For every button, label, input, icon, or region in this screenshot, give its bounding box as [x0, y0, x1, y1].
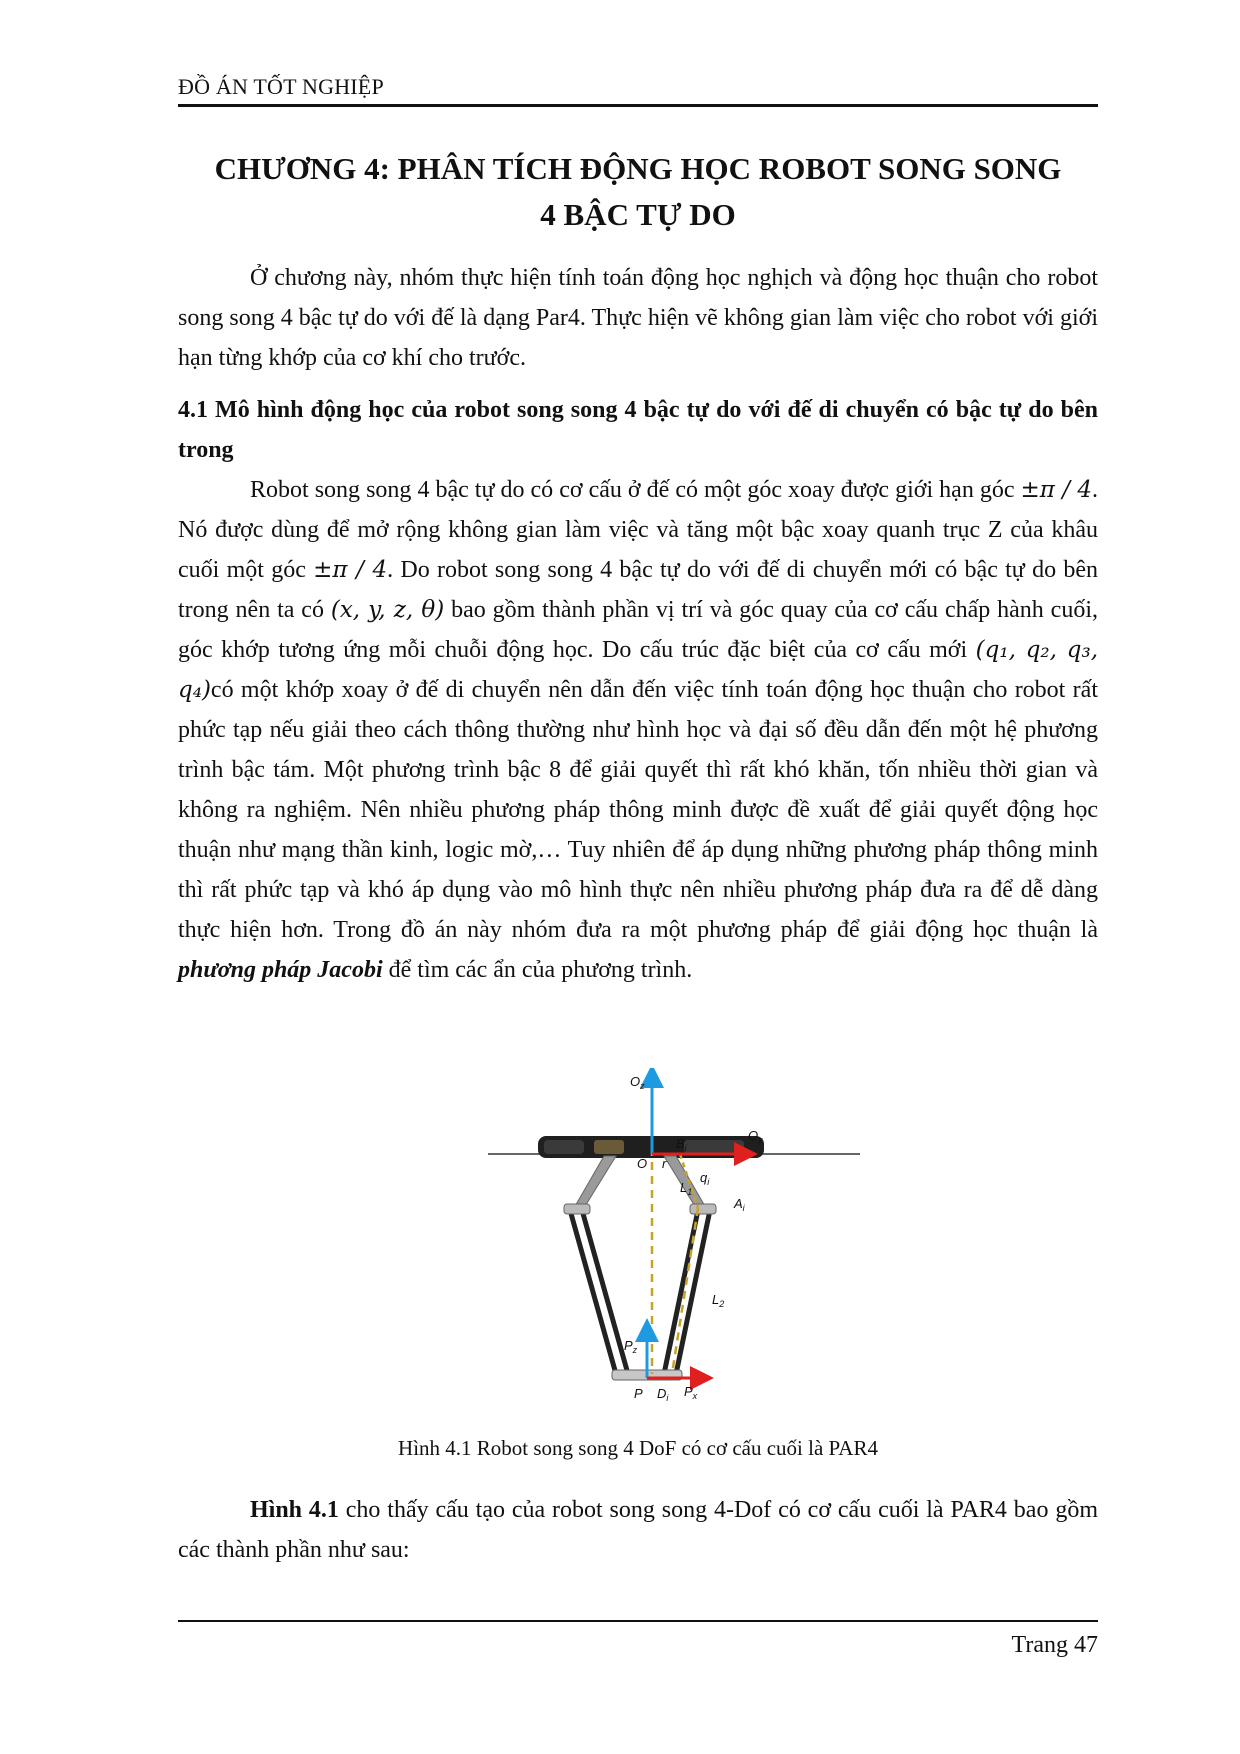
- label-p: P: [634, 1386, 643, 1401]
- header-rule: [178, 104, 1098, 107]
- label-oz: $O_z$: [630, 1074, 645, 1091]
- math-q-vector: (q₁, q₂, q₃, q₄): [178, 637, 1099, 703]
- body-text-3: . Do robot song song 4 bậc tự do với đế di chuyển mới có bậc tự do bên trong nên ta có: [178, 557, 1098, 623]
- math-pi-4-a: ±π / 4: [1020, 477, 1092, 503]
- body-text-5: có một khớp xoay ở đế di chuyển nên dẫn đến việc tính toán động học thuận cho robot rất phức tạp nếu giải theo cách thông thường như hình học và đại số đều dẫn đến một hệ phương trình bậc tám. Một phương trình bậc 8 để giải quyết thì rất khó khăn, tốn nhiều thời gian và không ra nghiệm. Nên nhiều phương pháp thông minh được đề xuất để giải quyết động học thuận như mạng thần kinh, logic mờ,… Tuy nhiên để áp dụng những phương pháp thông minh thì rất phức tạp và khó áp dụng vào mô hình thực nên nhiều phương pháp đưa ra để dễ dàng thực hiện hơn. Trong đồ án này nhóm đưa ra một phương pháp để giải động học thuận là: [178, 677, 1098, 943]
- figure-description-text: cho thấy cấu tạo của robot song song 4-Dof có cơ cấu cuối là PAR4 bao gồm các thành phần như sau:: [178, 1497, 1098, 1563]
- base-motor-right: [684, 1140, 744, 1154]
- running-header: ĐỒ ÁN TỐT NGHIỆP: [178, 74, 384, 99]
- body-paragraph: [178, 470, 1098, 990]
- label-ox: $O_x$: [748, 1128, 763, 1145]
- label-l2: $L_2$: [712, 1292, 725, 1309]
- footer-rule: [178, 1620, 1098, 1622]
- base-joint-left: [594, 1140, 624, 1154]
- math-pi-4-b: ±π / 4: [313, 557, 388, 583]
- label-qi: $q_i$: [700, 1170, 710, 1187]
- body-text-2: . Nó được dùng để mở rộng không gian làm việc và tăng một bậc xoay quanh trục Z của khâu cuối một góc: [178, 477, 1098, 583]
- label-o: O: [637, 1156, 648, 1171]
- math-xyz-theta: (x, y, z, θ): [330, 597, 445, 623]
- base-motor-left: [544, 1140, 584, 1154]
- label-ai: $A_i$: [734, 1196, 745, 1213]
- intro-paragraph: Ở chương này, nhóm thực hiện tính toán động học nghịch và động học thuận cho robot song song 4 bậc tự do với đế là dạng Par4. Thực hiện vẽ không gian làm việc cho robot với giới hạn từng khớp của cơ khí cho trước.: [178, 265, 1098, 371]
- body-text-6: để tìm các ẩn của phương trình.: [382, 957, 693, 983]
- chapter-title-line-1: CHƯƠNG 4: PHÂN TÍCH ĐỘNG HỌC ROBOT SONG SONG: [214, 151, 1062, 186]
- elbow-joint-right: [690, 1204, 716, 1214]
- chapter-title: [178, 146, 1098, 238]
- elbow-joint-left: [564, 1204, 590, 1214]
- body-text-1: Robot song song 4 bậc tự do có cơ cấu ở đế có một góc xoay được giới hạn góc: [250, 477, 1021, 503]
- label-l1: $L_1$: [680, 1180, 693, 1197]
- body-text-4: bao gồm thành phần vị trí và góc quay của cơ cấu chấp hành cuối, góc khớp tương ứng mỗi chuỗi động học. Do cấu trúc đặc biệt của cơ cấu mới: [178, 597, 1098, 663]
- figure-caption: Hình 4.1 Robot song song 4 DoF có cơ cấu cuối là PAR4: [398, 1436, 878, 1460]
- label-bi: $B_i$: [676, 1136, 687, 1153]
- robot-figure: [484, 1068, 864, 1424]
- label-pz: $P_z$: [624, 1338, 638, 1355]
- upper-arm-left: [574, 1156, 616, 1208]
- figure-description-paragraph: [178, 1490, 1098, 1570]
- label-px: $P_x$: [684, 1384, 698, 1401]
- page-number: Trang 47: [1011, 1632, 1098, 1658]
- label-di: $D_i$: [657, 1386, 669, 1403]
- forearm-left-a: [570, 1210, 616, 1374]
- figure-reference: Hình 4.1: [250, 1497, 339, 1523]
- forearm-left-b: [582, 1210, 628, 1374]
- jacobi-method-emphasis: phương pháp Jacobi: [178, 957, 383, 983]
- label-r: r: [662, 1156, 667, 1171]
- section-heading: 4.1 Mô hình động học của robot song song 4 bậc tự do với đế di chuyển có bậc tự do bên trong: [178, 397, 1098, 463]
- chapter-title-line-2: 4 BẬC TỰ DO: [540, 197, 736, 232]
